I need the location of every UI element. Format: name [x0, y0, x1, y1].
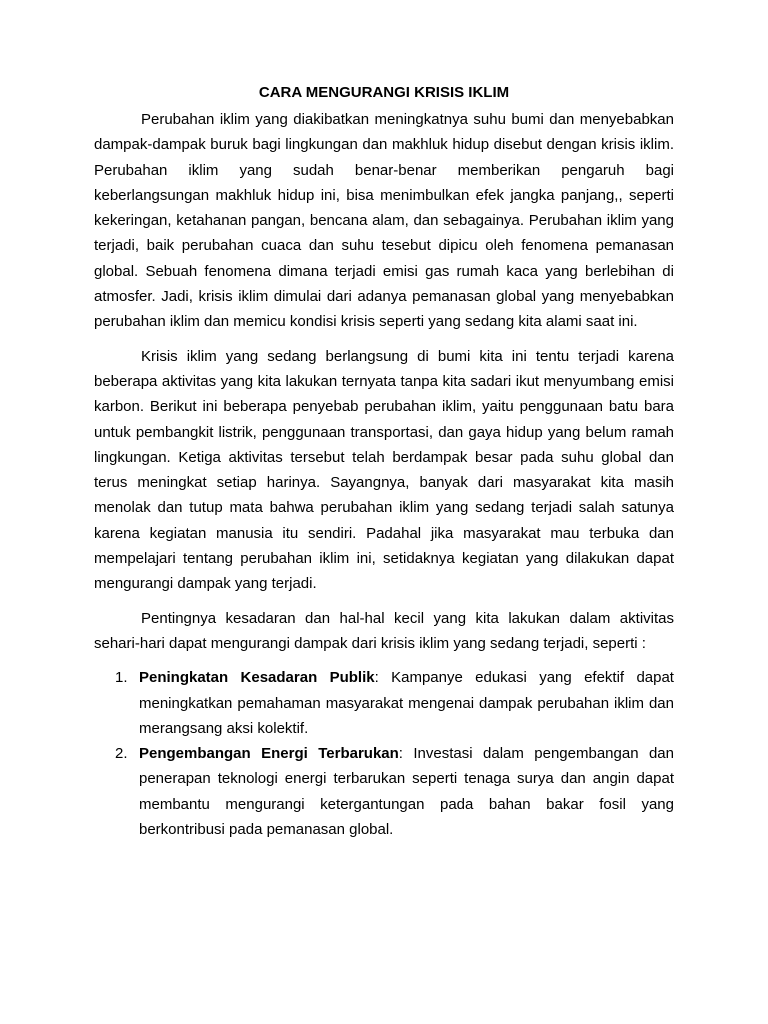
- paragraph-2: Krisis iklim yang sedang berlangsung di bumi kita ini tentu terjadi karena beberapa aktivitas yang kita lakukan ternyata tanpa kita sadari ikut menyumbang emisi karbon. Berikut ini beberapa penyebab perubahan iklim, yaitu penggunaan batu bara untuk pembangkit listrik, penggunaan transportasi, dan gaya hidup yang belum ramah lingkungan. Ketiga aktivitas tersebut telah berdampak besar pada suhu global dan terus meningkat setiap harinya. Sayangnya, banyak dari masyarakat kita masih menolak dan tutup mata bahwa perubahan iklim yang sedang terjadi salah satunya karena kegiatan manusia itu sendiri. Padahal jika masyarakat mau terbuka dan mempelajari tentang perubahan iklim ini, setidaknya kegiatan yang dilakukan dapat mengurangi dampak yang terjadi.: [94, 347, 674, 593]
- document-page: [94, 83, 674, 842]
- list-item-number: 1.: [115, 669, 128, 687]
- list-item: [94, 741, 674, 842]
- list-item-text: : Investasi dalam pengembangan dan penerapan teknologi energi terbarukan seperti tenaga surya dan angin dapat membantu mengurangi ketergantungan pada bahan bakar fosil yang berkontribusi pada pemanasan global.: [139, 745, 674, 839]
- list-item-term: Pengembangan Energi Terbarukan: [139, 745, 399, 763]
- list-item-text: : Kampanye edukasi yang efektif dapat meningkatkan pemahaman masyarakat mengenai dampak perubahan iklim dan merangsang aksi kolektif.: [139, 669, 674, 737]
- paragraph-1: Perubahan iklim yang diakibatkan meningkatnya suhu bumi dan menyebabkan dampak-dampak buruk bagi lingkungan dan makhluk hidup disebut dengan krisis iklim. Perubahan iklim yang sudah benar-benar memberikan pengaruh bagi keberlangsungan makhluk hidup ini, bisa menimbulkan efek jangka panjang,, seperti kekeringan, ketahanan pangan, bencana alam, dan sebagainya. Perubahan iklim yang terjadi, baik perubahan cuaca dan suhu tesebut dipicu oleh fenomena pemanasan global. Sebuah fenomena dimana terjadi emisi gas rumah kaca yang berlebihan di atmosfer. Jadi, krisis iklim dimulai dari adanya pemanasan global yang menyebabkan perubahan iklim dan memicu kondisi krisis seperti yang sedang kita alami saat ini.: [94, 111, 674, 331]
- list-item: [94, 665, 674, 741]
- paragraph-3: Pentingnya kesadaran dan hal-hal kecil yang kita lakukan dalam aktivitas sehari-hari dapat mengurangi dampak dari krisis iklim yang sedang terjadi, seperti :: [94, 609, 674, 652]
- document-title: CARA MENGURANGI KRISIS IKLIM: [258, 84, 510, 101]
- list-item-number: 2.: [115, 745, 128, 763]
- list-item-term: Peningkatan Kesadaran Publik: [139, 669, 375, 687]
- measures-list: [94, 665, 674, 842]
